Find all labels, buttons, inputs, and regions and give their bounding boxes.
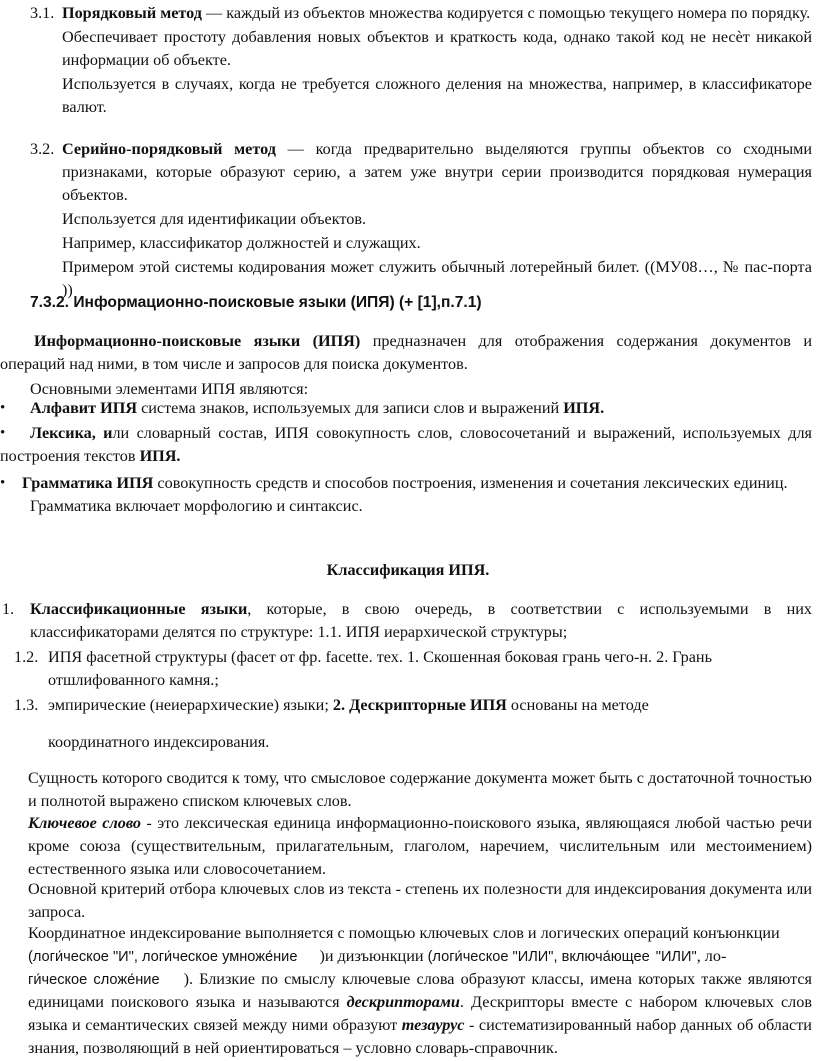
classification-list bbox=[0, 598, 816, 754]
bullet-text: система знаков, используемых для записи слов и выражений bbox=[137, 399, 564, 417]
paragraph-text: ). Близкие по смыслу ключевые слова образуют классы, имена которых также являются единицами поискового языка и называются bbox=[28, 970, 812, 1011]
paragraph: Используется в случаях, когда не требуется сложного деления на множества, например, в классификаторе валют. bbox=[62, 75, 812, 116]
section-3-1 bbox=[0, 2, 816, 119]
paragraph-text: - систематизированный набор данных об области знания, позволяющий в ней ориентироваться – условно словарь-справочник. bbox=[28, 1016, 812, 1057]
criterion-paragraph: Основной критерий отбора ключевых слов из текста - степень их полезности для индексирования документа или запроса. bbox=[28, 880, 812, 921]
classification-title: Классификация ИПЯ. bbox=[326, 561, 490, 579]
paragraph: Например, классификатор должностей и служащих. bbox=[62, 234, 421, 252]
term-keyword: Ключевое слово bbox=[28, 814, 141, 832]
item-text: ИПЯ фасетной структуры (фасет от фр. facette. тех. 1. Скошенная боковая грань чего-н. 2. Грань отшлифованного камня.; bbox=[48, 648, 712, 689]
bullet-icon: • bbox=[0, 475, 6, 491]
bullet-end: ИПЯ. bbox=[563, 399, 605, 417]
formula-conjunction: (логи́ческое "И", логи́ческое умноже́ние bbox=[28, 949, 298, 965]
term-descriptor-ipya: 2. Дескрипторные ИПЯ bbox=[332, 696, 507, 714]
term-serial-ordinal-method: Серийно-порядковый метод bbox=[62, 140, 276, 158]
bullet-list bbox=[0, 397, 816, 518]
formula-disjunction: (логи́ческое "ИЛИ", включа́ющее bbox=[427, 949, 650, 965]
keyword-paragraph bbox=[0, 812, 816, 881]
bullet-icon: • bbox=[0, 425, 6, 441]
bullet-term: Лексика, и bbox=[30, 424, 113, 442]
item-number: 1. bbox=[2, 600, 15, 618]
term-thesaurus: тезаурус bbox=[401, 1016, 465, 1034]
term-classification-languages: Классификационные языки bbox=[30, 600, 248, 618]
list-item bbox=[0, 472, 816, 495]
bullet-term: Грамматика ИПЯ bbox=[22, 474, 154, 492]
paragraph: Примером этой системы кодирования может служить обычный лотерейный билет. ((МУ08…, № пас-порта )) bbox=[62, 258, 812, 299]
coordinate-indexing-paragraph bbox=[0, 922, 816, 1060]
term-descriptors: дескрипторами bbox=[346, 993, 460, 1011]
paragraph-text: )и дизъюнкции bbox=[319, 947, 424, 965]
bullet-text: совокупность средств и способов построения, изменения и сочетания лексических единиц. bbox=[153, 474, 788, 492]
grammar-note: Грамматика включает морфологию и синтаксис. bbox=[30, 497, 363, 515]
section-heading: 7.3.2. Информационно-поисковые языки (ИПЯ) (+ [1],п.7.1) bbox=[30, 294, 482, 311]
intro-text: предназначен для отображения содержания документов и операций над ними, в том числе и запросов для поиска документов. bbox=[0, 332, 813, 373]
section-number: 3.1. bbox=[30, 4, 55, 22]
paragraph: Обеспечивает простоту добавления новых объектов и краткость кода, однако такой код не несѐт никакой информации об объекте. bbox=[62, 28, 812, 69]
list-item bbox=[0, 397, 816, 420]
paragraph-text: - это лексическая единица информационно-поискового языка, являющаяся любой частью речи кроме союза (существительным, прилагательным, глаголом, наречием, числительным или местоимением) естественного языка или словосочетанием. bbox=[28, 814, 812, 878]
bullet-term: Алфавит ИПЯ bbox=[30, 399, 138, 417]
list-item bbox=[0, 422, 816, 468]
section-3-2 bbox=[0, 138, 816, 302]
elements-intro: Основными элементами ИПЯ являются: bbox=[30, 380, 309, 398]
bullet-end: ИПЯ. bbox=[139, 447, 181, 465]
definition-text: — когда предварительно выделяются группы объектов со сходными признаками, которые образуют серию, а затем уже внутри серии производится порядковая нумерация объектов. bbox=[62, 140, 812, 204]
item-text: , которые, в свою очередь, в соответствии с используемыми в них классификаторами делятся по структуре: 1.1. ИПЯ иерархической структуры; bbox=[30, 600, 812, 641]
bullet-text: ли словарный состав, ИПЯ совокупность слов, словосочетаний и выражений, используемых для построения текстов bbox=[0, 424, 813, 465]
paragraph-text: Координатное индексирование выполняется с помощью ключевых слов и логических операций конъюнкции bbox=[28, 924, 780, 942]
formula-or: "ИЛИ" bbox=[655, 949, 697, 965]
item-number: 1.2. bbox=[14, 648, 39, 666]
definition-text: — каждый из объектов множества кодируется с помощью текущего номера по порядку. bbox=[201, 4, 811, 22]
section-number: 3.2. bbox=[30, 140, 55, 158]
intro-block bbox=[0, 330, 816, 401]
paragraph: Используется для идентификации объектов. bbox=[62, 210, 367, 228]
formula-logical-addition: ги́ческое сложе́ние bbox=[28, 972, 160, 988]
item-text: эмпирические (неиерархические) языки; bbox=[48, 696, 333, 714]
term-ipya: Информационно-поисковые языки (ИПЯ) bbox=[34, 332, 361, 350]
essence-paragraph: Сущность которого сводится к тому, что смысловое содержание документа может быть с достаточной точностью и полнотой выражено списком ключевых слов. bbox=[28, 769, 812, 810]
term-ordinal-method: Порядковый метод bbox=[62, 4, 202, 22]
paragraph-text: , ло- bbox=[696, 947, 727, 965]
item-number: 1.3. bbox=[14, 696, 39, 714]
paragraph-text: . Дескрипторы вместе с набором ключевых слов языка и семантических связей между ними образуют bbox=[28, 993, 812, 1034]
item-text: координатного индексирования. bbox=[48, 733, 270, 751]
bullet-icon: • bbox=[0, 400, 6, 416]
item-text: основаны на методе bbox=[506, 696, 649, 714]
